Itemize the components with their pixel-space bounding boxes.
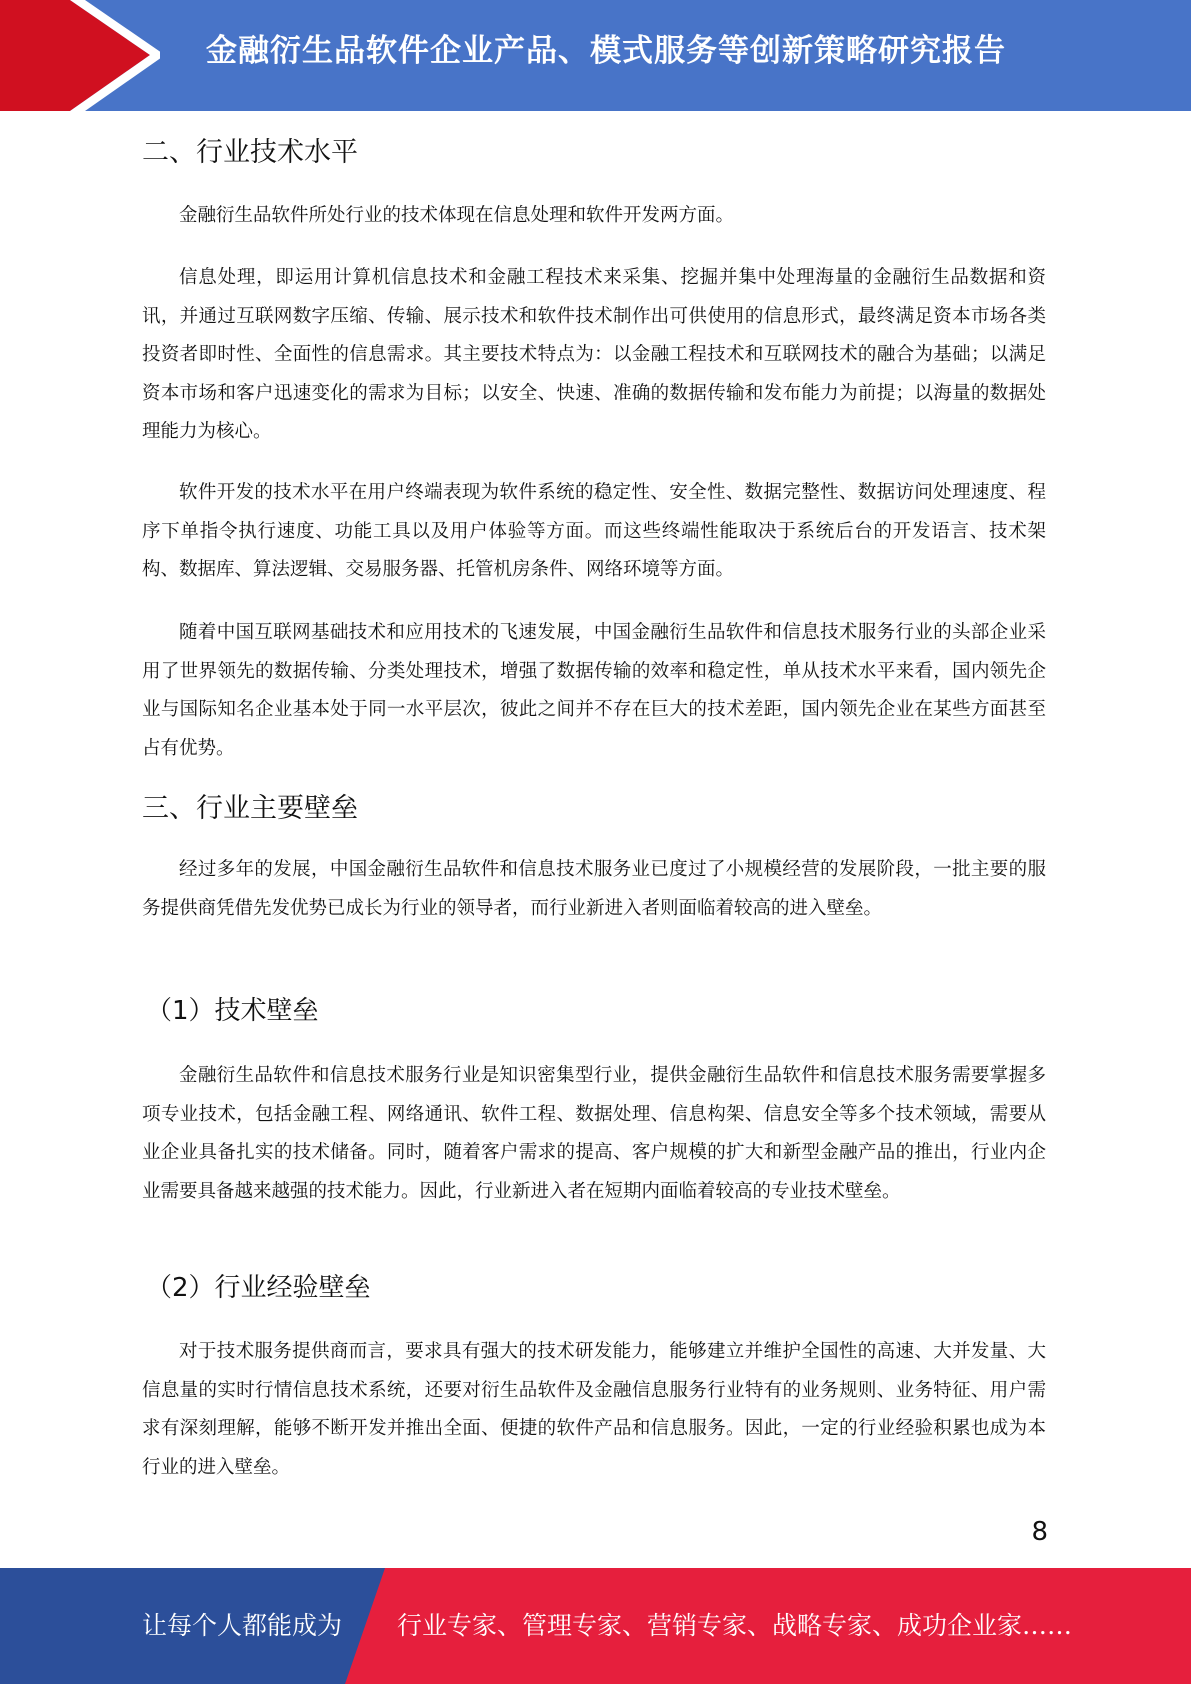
footer-slogan-left: 让每个人都能成为 [142, 1611, 343, 1640]
subsection-heading-technical-barrier: （1）技术壁垒 [146, 996, 319, 1026]
report-title: 金融衍生品软件企业产品、模式服务等创新策略研究报告 [206, 33, 1006, 69]
paragraph: 金融衍生品软件和信息技术服务行业是知识密集型行业，提供金融衍生品软件和信息技术服务需要掌握多项专业技术，包括金融工程、网络通讯、软件工程、数据处理、信息构架、信息安全等多个技术领域，需要从业企业具备扎实的技术储备。同时，随着客户需求的提高、客户规模的扩大和新型金融产品的推出，行业内企业需要具备越来越强的技术能力。因此，行业新进入者在短期内面临着较高的专业技术壁垒。 [142, 1065, 1046, 1202]
paragraph: 对于技术服务提供商而言，要求具有强大的技术研发能力，能够建立并维护全国性的高速、大并发量、大信息量的实时行情信息技术系统，还要对衍生品软件及金融信息服务行业特有的业务规则、业务特征、用户需求有深刻理解，能够不断开发并推出全面、便捷的软件产品和信息服务。因此，一定的行业经验积累也成为本行业的进入壁垒。 [142, 1341, 1046, 1478]
paragraph: 信息处理，即运用计算机信息技术和金融工程技术来采集、挖掘并集中处理海量的金融衍生品数据和资讯，并通过互联网数字压缩、传输、展示技术和软件技术制作出可供使用的信息形式，最终满足资本市场各类投资者即时性、全面性的信息需求。其主要技术特点为：以金融工程技术和互联网技术的融合为基础；以满足资本市场和客户迅速变化的需求为目标；以安全、快速、准确的数据传输和发布能力为前提；以海量的数据处理能力为核心。 [142, 267, 1046, 442]
footer-slogan-right: 行业专家、管理专家、营销专家、战略专家、成功企业家…… [397, 1611, 1073, 1640]
page-footer [0, 1568, 1191, 1684]
page-number: 8 [1031, 1517, 1048, 1547]
subsection-heading-experience-barrier: （2）行业经验壁垒 [146, 1273, 371, 1303]
page-header [0, 0, 1191, 111]
header-chevron-decoration [0, 0, 160, 111]
paragraph: 随着中国互联网基础技术和应用技术的飞速发展，中国金融衍生品软件和信息技术服务行业的头部企业采用了世界领先的数据传输、分类处理技术，增强了数据传输的效率和稳定性，单从技术水平来看，国内领先企业与国际知名企业基本处于同一水平层次，彼此之间并不存在巨大的技术差距，国内领先企业在某些方面甚至占有优势。 [142, 622, 1046, 759]
section-heading-industry-barriers: 三、行业主要壁垒 [142, 793, 358, 824]
section-heading-technology-level: 二、行业技术水平 [142, 137, 358, 168]
paragraph: 经过多年的发展，中国金融衍生品软件和信息技术服务业已度过了小规模经营的发展阶段，一批主要的服务提供商凭借先发优势已成长为行业的领导者，而行业新进入者则面临着较高的进入壁垒。 [142, 859, 1046, 919]
paragraph: 金融衍生品软件所处行业的技术体现在信息处理和软件开发两方面。 [179, 205, 735, 226]
paragraph: 软件开发的技术水平在用户终端表现为软件系统的稳定性、安全性、数据完整性、数据访问处理速度、程序下单指令执行速度、功能工具以及用户体验等方面。而这些终端性能取决于系统后台的开发语言、技术架构、数据库、算法逻辑、交易服务器、托管机房条件、网络环境等方面。 [142, 482, 1046, 580]
